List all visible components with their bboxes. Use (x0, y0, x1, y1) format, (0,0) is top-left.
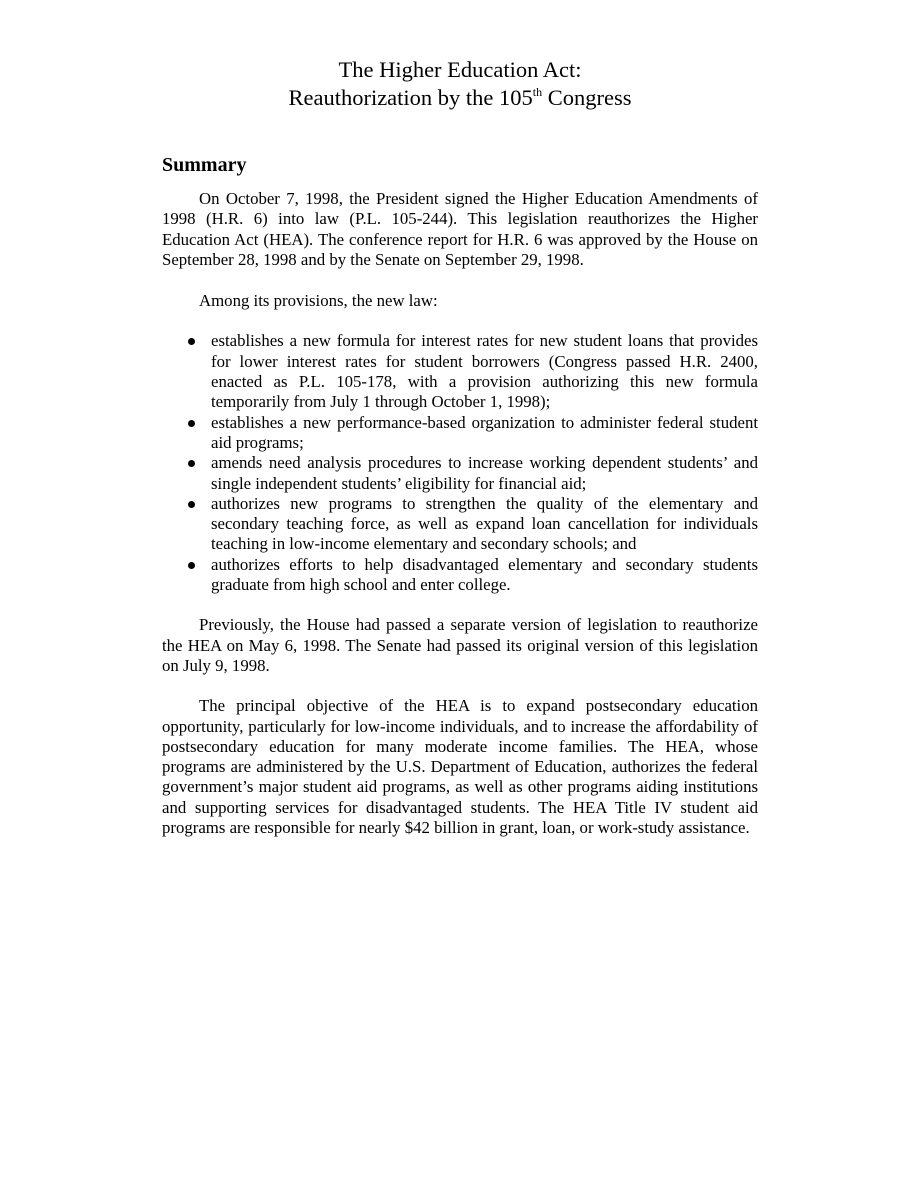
provision-text: authorizes efforts to help disadvantaged elementary and secondary students graduate from high school and enter college. (211, 554, 758, 595)
section-heading-summary: Summary (162, 154, 247, 176)
bullet-icon (188, 562, 195, 569)
paragraph-provisions-intro: Among its provisions, the new law: (199, 291, 438, 311)
provision-text: amends need analysis procedures to increase working dependent students’ and single independent students’ eligibility for financial aid; (211, 453, 758, 493)
bullet-icon (188, 460, 195, 467)
paragraph-previous-passage: Previously, the House had passed a separate version of legislation to reauthorize the HEA on May 6, 1998. The Senate had passed its original version of this legislation on July 9, 1998. (162, 615, 758, 675)
bullet-icon (188, 420, 195, 427)
provision-item (162, 331, 758, 412)
bullet-icon (188, 501, 195, 508)
document-title (162, 56, 758, 112)
bullet-icon (188, 338, 195, 345)
provisions-list (162, 331, 758, 595)
provision-item (162, 555, 758, 596)
title-line-2-suffix: Congress (542, 85, 632, 110)
title-line-2 (288, 85, 631, 110)
document-page (162, 56, 758, 838)
title-ordinal-suffix: th (532, 85, 543, 99)
paragraph-signing: On October 7, 1998, the President signed the Higher Education Amendments of 1998 (H.R. 6) into law (P.L. 105-244). This legislation reauthorizes the Higher Education Act (HEA). The conference report for H.R. 6 was approved by the House on September 28, 1998 and by the Senate on September 29, 1998. (162, 189, 758, 269)
provision-item (162, 494, 758, 555)
provision-text: establishes a new formula for interest rates for new student loans that provides for lower interest rates for student borrowers (Congress passed H.R. 2400, enacted as P.L. 105-178, with a provision authorizing this new formula temporarily from July 1 through October 1, 1998); (211, 331, 758, 412)
paragraph-hea-objective: The principal objective of the HEA is to expand postsecondary education opportunity, particularly for low-income individuals, and to increase the affordability of postsecondary education for many moderate income families. The HEA, whose programs are administered by the U.S. Department of Education, authorizes the federal government’s major student aid programs, as well as other programs aiding institutions and supporting services for disadvantaged students. The HEA Title IV student aid programs are responsible for nearly $42 billion in grant, loan, or work-study assistance. (162, 696, 758, 838)
provision-item (162, 413, 758, 454)
title-line-2-prefix: Reauthorization by the 105 (288, 85, 533, 110)
provision-text: authorizes new programs to strengthen the quality of the elementary and secondary teaching force, as well as expand loan cancellation for individuals teaching in low-income elementary and secondary schools; and (211, 493, 758, 554)
title-line-1: The Higher Education Act: (338, 57, 582, 82)
provision-text: establishes a new performance-based organization to administer federal student aid programs; (211, 412, 758, 452)
provision-item (162, 453, 758, 494)
